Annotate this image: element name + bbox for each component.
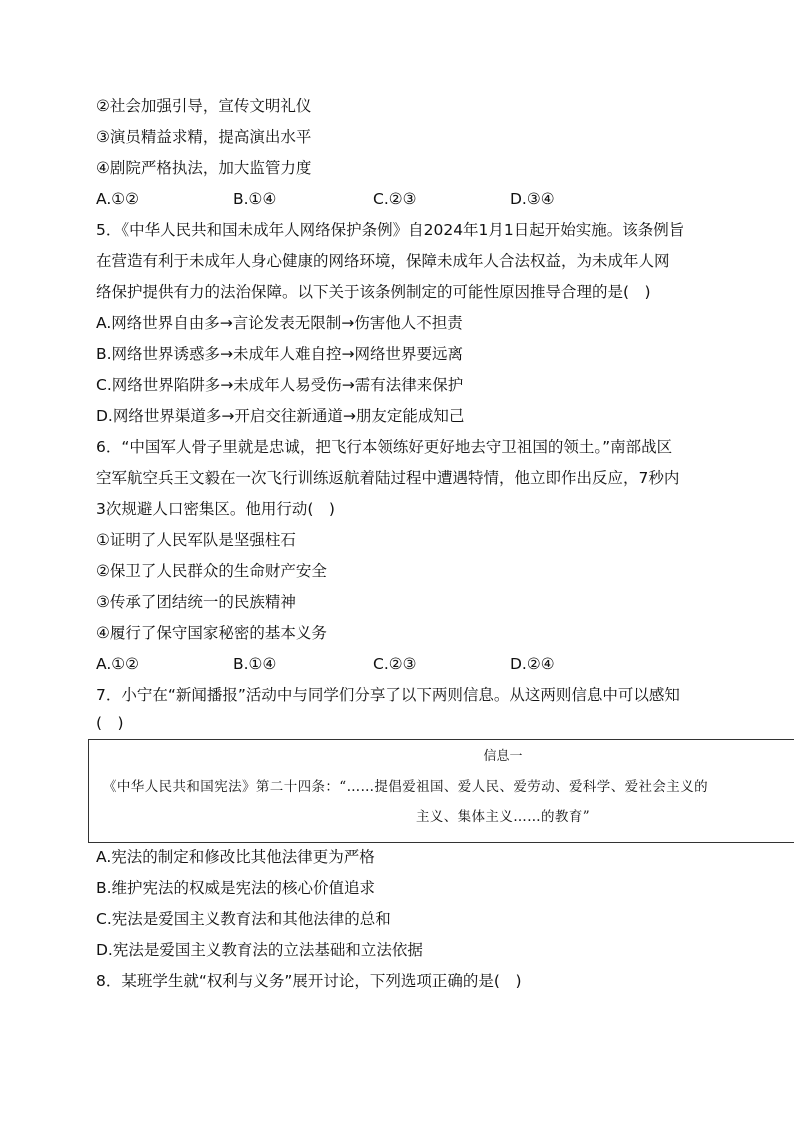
q5-stem-line-3: 络保护提供有力的法治保障。以下关于该条例制定的可能性原因推导合理的是( )	[96, 283, 651, 301]
q4-option-c: C.②③	[373, 190, 417, 208]
q6-stem-line-2: 空军航空兵王文毅在一次飞行训练返航着陆过程中遭遇特情，他立即作出反应，7秒内	[96, 469, 680, 487]
q5-choice-b: B.网络世界诱惑多→未成年人难自控→网络世界要远离	[96, 345, 464, 363]
q6-option-a: A.①②	[96, 655, 140, 673]
q6-statement-2: ②保卫了人民群众的生命财产安全	[96, 562, 327, 580]
q5-choice-c: C.网络世界陷阱多→未成年人易受伤→需有法律来保护	[96, 376, 464, 394]
q6-stem-line-3: 3次规避人口密集区。他用行动( )	[96, 500, 335, 518]
q4-option-b: B.①④	[233, 190, 277, 208]
q4-option-d: D.③④	[510, 190, 555, 208]
q4-statement-2: ②社会加强引导，宣传文明礼仪	[96, 97, 312, 115]
q4-statement-4: ④剧院严格执法，加大监管力度	[96, 159, 312, 177]
q6-option-b: B.①④	[233, 655, 277, 673]
info-box	[88, 739, 794, 843]
q6-option-c: C.②③	[373, 655, 417, 673]
info-title: 信息一	[483, 749, 523, 764]
q5-choice-a: A.网络世界自由多→言论发表无限制→伤害他人不担责	[96, 314, 463, 332]
q4-statement-3: ③演员精益求精，提高演出水平	[96, 128, 312, 146]
q6-statement-3: ③传承了团结统一的民族精神	[96, 593, 296, 611]
q5-stem-line-1: 5．《中华人民共和国未成年人网络保护条例》自2024年1月1日起开始实施。该条例旨	[96, 221, 685, 239]
q7-choice-a: A.宪法的制定和修改比其他法律更为严格	[96, 848, 375, 866]
q7-stem-line-1: 7．小宁在“新闻播报”活动中与同学们分享了以下两则信息。从这两则信息中可以感知	[96, 686, 680, 704]
info-text-line-1: 《中华人民共和国宪法》第二十四条：“……提倡爱祖国、爱人民、爱劳动、爱科学、爱社会主义的	[103, 779, 709, 795]
q7-choice-b: B.维护宪法的权威是宪法的核心价值追求	[96, 879, 376, 897]
q6-option-d: D.②④	[510, 655, 555, 673]
q7-stem-line-2: ( )	[96, 714, 124, 732]
q8-stem: 8．某班学生就“权利与义务”展开讨论，下列选项正确的是( )	[96, 972, 522, 990]
q6-statement-1: ①证明了人民军队是坚强柱石	[96, 531, 296, 549]
q4-option-a: A.①②	[96, 190, 140, 208]
info-text-line-2: 主义、集体主义……的教育”	[415, 809, 591, 825]
q5-choice-d: D.网络世界渠道多→开启交往新通道→朋友定能成知己	[96, 407, 465, 425]
q6-stem-line-1: 6．“中国军人骨子里就是忠诚，把飞行本领练好更好地去守卫祖国的领土。”南部战区	[96, 438, 673, 456]
q7-choice-c: C.宪法是爱国主义教育法和其他法律的总和	[96, 910, 391, 928]
q6-statement-4: ④履行了保守国家秘密的基本义务	[96, 624, 327, 642]
q5-stem-line-2: 在营造有利于未成年人身心健康的网络环境，保障未成年人合法权益，为未成年人网	[96, 252, 670, 270]
q7-choice-d: D.宪法是爱国主义教育法的立法基础和立法依据	[96, 941, 423, 959]
